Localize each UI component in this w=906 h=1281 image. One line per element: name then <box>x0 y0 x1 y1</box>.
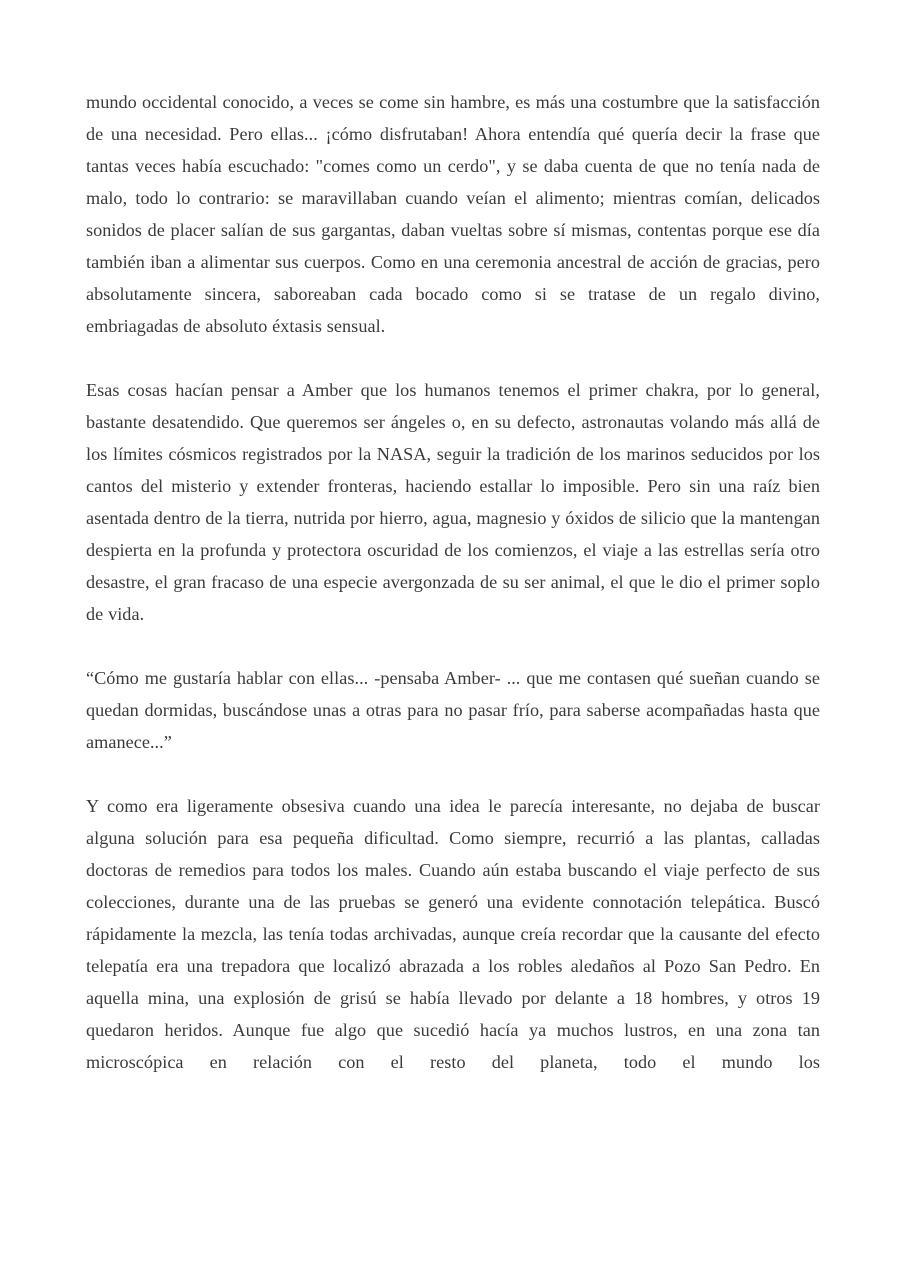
text-column <box>86 86 820 1078</box>
paragraph-1: mundo occidental conocido, a veces se come sin hambre, es más una costumbre que la satisfacción de una necesidad. Pero ellas... ¡cómo disfrutaban! Ahora entendía qué quería decir la frase que tantas veces había escuchado: "comes como un cerdo", y se daba cuenta de que no tenía nada de malo, todo lo contrario: se maravillaban cuando veían el alimento; mientras comían, delicados sonidos de placer salían de sus gargantas, daban vueltas sobre sí mismas, contentas porque ese día también iban a alimentar sus cuerpos. Como en una ceremonia ancestral de acción de gracias, pero absolutamente sincera, saboreaban cada bocado como si se tratase de un regalo divino, embriagadas de absoluto éxtasis sensual. <box>86 92 820 336</box>
paragraph-4: Y como era ligeramente obsesiva cuando una idea le parecía interesante, no dejaba de buscar alguna solución para esa pequeña dificultad. Como siempre, recurrió a las plantas, calladas doctoras de remedios para todos los males. Cuando aún estaba buscando el viaje perfecto de sus colecciones, durante una de las pruebas se generó una evidente connotación telepática. Buscó rápidamente la mezcla, las tenía todas archivadas, aunque creía recordar que la causante del efecto telepatía era una trepadora que localizó abrazada a los robles aledaños al Pozo San Pedro. En aquella mina, una explosión de grisú se había llevado por delante a 18 hombres, y otros 19 quedaron heridos. Aunque fue algo que sucedió hacía ya muchos lustros, en una zona tan microscópica en relación con el resto del planeta, todo el mundo los <box>86 796 820 1072</box>
paragraph-2: Esas cosas hacían pensar a Amber que los humanos tenemos el primer chakra, por lo general, bastante desatendido. Que queremos ser ángeles o, en su defecto, astronautas volando más allá de los límites cósmicos registrados por la NASA, seguir la tradición de los marinos seducidos por los cantos del misterio y extender fronteras, haciendo estallar lo imposible. Pero sin una raíz bien asentada dentro de la tierra, nutrida por hierro, agua, magnesio y óxidos de silicio que la mantengan despierta en la profunda y protectora oscuridad de los comienzos, el viaje a las estrellas sería otro desastre, el gran fracaso de una especie avergonzada de su ser animal, el que le dio el primer soplo de vida. <box>86 380 820 624</box>
paragraph-3-quote: “Cómo me gustaría hablar con ellas... -pensaba Amber- ... que me contasen qué sueñan cuando se quedan dormidas, buscándose unas a otras para no pasar frío, para saberse acompañadas hasta que amanece...” <box>86 668 820 752</box>
